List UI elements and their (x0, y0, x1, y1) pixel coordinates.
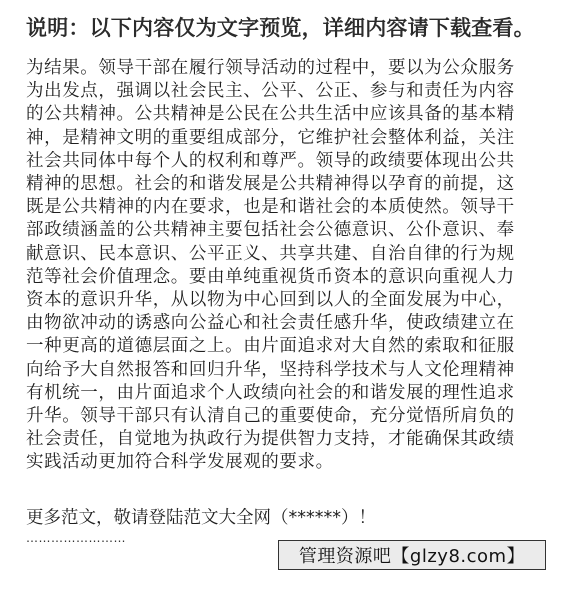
body-line: 由物欲冲动的诱惑向公益心和社会责任感升华，使政绩建立在 (26, 313, 515, 334)
body-text (26, 57, 562, 475)
body-line: 一种更高的道德层面之上。由片面追求对大自然的索取和征服 (26, 336, 515, 357)
body-line: 社会共同体中每个人的权利和尊严。领导的政绩要体现出公共 (26, 150, 515, 171)
body-line: 实践活动更加符合科学发展观的要求。 (26, 452, 334, 473)
more-articles-link[interactable]: 更多范文，敬请登陆范文大全网（******）！ (26, 508, 376, 528)
body-line: 有机统一，由片面追求个人政绩向社会的和谐发展的理性追求 (26, 382, 515, 403)
preview-notice: 说明：以下内容仅为文字预览，详细内容请下载查看。 (26, 16, 535, 40)
body-line: 为出发点，强调以社会民主、公平、公正、参与和责任为内容 (26, 81, 515, 102)
body-line: 精神的思想。社会的和谐发展是公共精神得以孕育的前提，这 (26, 174, 515, 195)
body-line: 范等社会价值理念。要由单纯重视货币资本的意识向重视人力 (26, 266, 515, 287)
body-line: 为结果。领导干部在履行领导活动的过程中，要以为公众服务 (26, 58, 515, 78)
body-line: 升华。领导干部只有认清自己的重要使命，充分觉悟所肩负的 (26, 406, 515, 427)
body-line: 向给予大自然报答和回归升华，坚持科学技术与人文伦理精神 (26, 359, 515, 380)
body-line: 社会责任，自觉地为执政行为提供智力支持，才能确保其政绩 (26, 429, 515, 450)
body-line: 献意识、民本意识、公平正义、共享共建、自治自律的行为规 (26, 243, 515, 264)
body-line: 既是公共精神的内在要求，也是和谐社会的本质使然。领导干 (26, 197, 515, 218)
source-watermark-box (278, 540, 546, 570)
dotted-separator: …………………… (26, 531, 126, 545)
body-line: 资本的意识升华，从以物为中心回到以人的全面发展为中心， (26, 290, 515, 311)
source-label: 管理资源吧【glzy8.com】 (298, 546, 526, 567)
body-line: 神，是精神文明的重要组成部分，它维护社会整体利益，关注 (26, 127, 515, 148)
body-line: 的公共精神。公共精神是公民在公共生活中应该具备的基本精 (26, 104, 515, 125)
body-line: 部政绩涵盖的公共精神主要包括社会公德意识、公仆意识、奉 (26, 220, 515, 241)
